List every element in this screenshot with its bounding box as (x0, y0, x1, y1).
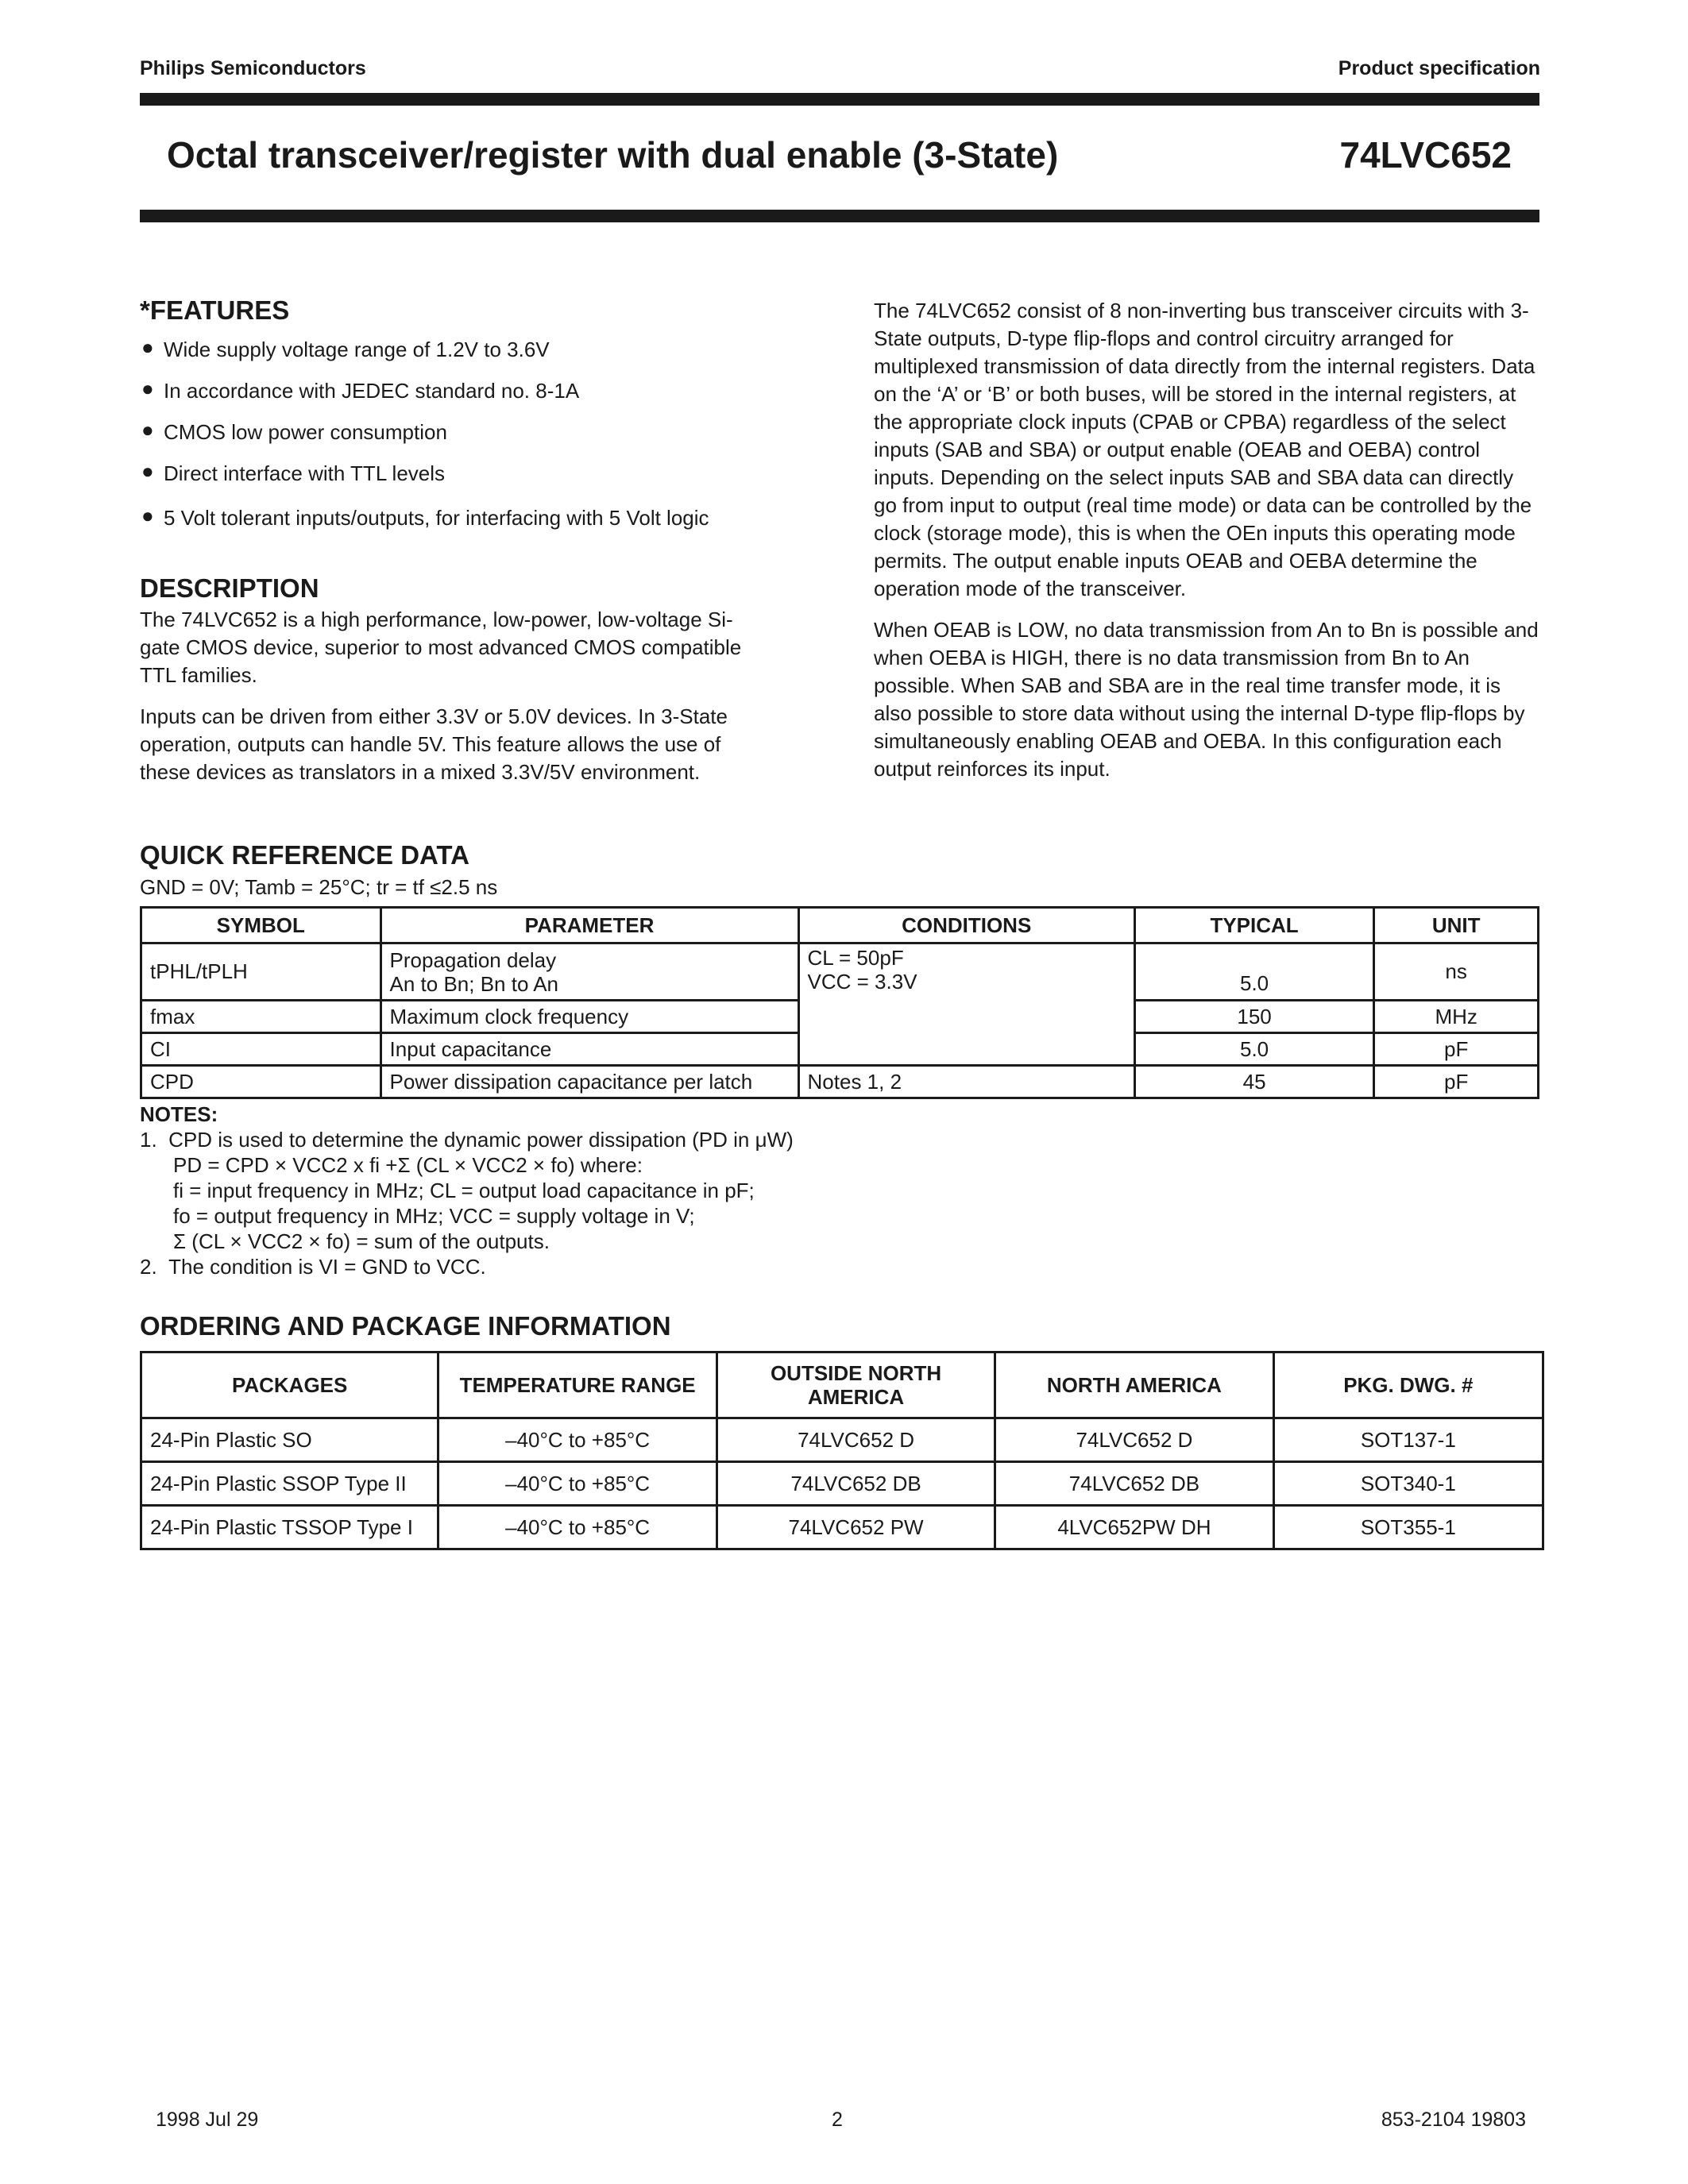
part-number: 74LVC652 (1339, 134, 1512, 176)
description-paragraph-1: The 74LVC652 is a high performance, low-power, low-voltage Si-gate CMOS device, superior to most advanced CMOS compatible TTL families. (140, 608, 742, 687)
quick-ref-heading: QUICK REFERENCE DATA (140, 840, 469, 870)
quick-ref-table (140, 906, 1539, 1099)
right-paragraph-1: The 74LVC652 consist of 8 non-inverting bus transceiver circuits with 3-State outputs, D-type flip-flops and control circuitry arranged for multiplexed transmission of data directly from the internal registers. Data on the ‘A’ or ‘B’ or both buses, will be stored in the internal registers, at the appropriate clock inputs (CPAB or CPBA) regardless of the select inputs (SAB and SBA) or output enable (OEAB and OEBA) control inputs. Depending on the select inputs SAB and SBA data can directly go from input to output (real time mode) or data can be controlled by the clock (storage mode), this is when the OEn inputs this operating mode permits. The output enable inputs OEAB and OEBA determine the operation mode of the transceiver. (874, 299, 1535, 600)
parameter-cell: Maximum clock frequency (380, 1001, 798, 1033)
notes-block (140, 1102, 794, 1279)
column-header: TYPICAL (1134, 908, 1374, 943)
unit-cell: MHz (1374, 1001, 1539, 1033)
north-america-cell: 74LVC652 DB (995, 1462, 1273, 1506)
table-header-row (141, 908, 1539, 943)
symbol-cell: fmax (141, 1001, 381, 1033)
feature-item: ● In accordance with JEDEC standard no. 8-1A (141, 376, 580, 403)
column-header: PARAMETER (380, 908, 798, 943)
typical-cell: 5.0 (1134, 943, 1374, 1001)
bullet-icon: ● (141, 418, 154, 442)
bullet-icon: ● (141, 504, 154, 527)
symbol-cell: CI (141, 1033, 381, 1066)
page-number: 2 (832, 2109, 843, 2131)
note-1-line: PD = CPD × VCC2 x fi +Σ (CL × VCC2 × fo) where: (173, 1153, 643, 1177)
typical-cell: 150 (1134, 1001, 1374, 1033)
pkg-dwg-cell: SOT137-1 (1273, 1418, 1543, 1462)
description-paragraph-2: Inputs can be driven from either 3.3V or 5.0V devices. In 3-State operation, outputs can handle 5V. This feature allows the use of these devices as translators in a mixed 3.3V/5V environment. (140, 704, 728, 784)
column-header: UNIT (1374, 908, 1539, 943)
column-header: OUTSIDE NORTH AMERICA (717, 1352, 995, 1418)
table-row (141, 1506, 1543, 1549)
column-header: PKG. DWG. # (1273, 1352, 1543, 1418)
package-cell: 24-Pin Plastic TSSOP Type I (141, 1506, 438, 1549)
note-1-line: Σ (CL × VCC2 × fo) = sum of the outputs. (173, 1229, 550, 1253)
package-cell: 24-Pin Plastic SO (141, 1418, 438, 1462)
column-header: PACKAGES (141, 1352, 438, 1418)
header-rule-bottom (140, 210, 1539, 222)
symbol-cell: CPD (141, 1066, 381, 1098)
document-type: Product specification (1338, 57, 1540, 79)
table-row (141, 943, 1539, 1001)
note-1: 1. CPD is used to determine the dynamic power dissipation (PD in μW) (140, 1128, 794, 1152)
feature-item: ● Direct interface with TTL levels (141, 459, 446, 485)
header-rule-top (140, 93, 1539, 106)
bullet-icon: ● (141, 459, 154, 483)
conditions-cell: CL = 50pF VCC = 3.3V (798, 943, 1134, 1066)
pkg-dwg-cell: SOT355-1 (1273, 1506, 1543, 1549)
column-header: SYMBOL (141, 908, 381, 943)
description-heading: DESCRIPTION (140, 573, 319, 603)
table-row (141, 1462, 1543, 1506)
table-row (141, 1418, 1543, 1462)
temperature-cell: –40°C to +85°C (438, 1418, 717, 1462)
feature-item: ● 5 Volt tolerant inputs/outputs, for interfacing with 5 Volt logic (141, 504, 709, 530)
feature-item: ● CMOS low power consumption (141, 418, 447, 444)
table-header-row (141, 1352, 1543, 1418)
parameter-cell: Power dissipation capacitance per latch (380, 1066, 798, 1098)
right-paragraph-2: When OEAB is LOW, no data transmission from An to Bn is possible and when OEBA is HIGH, there is no data transmission from Bn to An possible. When SAB and SBA are in the real time transfer mode, it is also possible to store data without using the internal D-type flip-flops by simultaneously enabling OEAB and OEBA. In this configuration each output reinforces its input. (874, 618, 1539, 781)
bullet-icon: ● (141, 335, 154, 359)
column-header: NORTH AMERICA (995, 1352, 1273, 1418)
ordering-table (140, 1351, 1544, 1550)
column-header: TEMPERATURE RANGE (438, 1352, 717, 1418)
notes-heading: NOTES: (140, 1102, 218, 1126)
ordering-heading: ORDERING AND PACKAGE INFORMATION (140, 1311, 671, 1341)
table-row (141, 1066, 1539, 1098)
parameter-cell: Propagation delay An to Bn; Bn to An (380, 943, 798, 1001)
footer-date: 1998 Jul 29 (156, 2109, 259, 2131)
note-1-line: fi = input frequency in MHz; CL = output load capacitance in pF; (173, 1179, 755, 1202)
features-list (140, 336, 855, 546)
quick-ref-conditions: GND = 0V; Tamb = 25°C; tr = tf ≤2.5 ns (140, 875, 498, 899)
north-america-cell: 74LVC652 D (995, 1418, 1273, 1462)
feature-item: ● Wide supply voltage range of 1.2V to 3.6V (141, 335, 550, 361)
bullet-icon: ● (141, 376, 154, 400)
column-header: CONDITIONS (798, 908, 1134, 943)
features-heading: *FEATURES (140, 295, 290, 325)
page-title: Octal transceiver/register with dual enable (3-State) (167, 134, 1059, 176)
parameter-cell: Input capacitance (380, 1033, 798, 1066)
typical-cell: 5.0 (1134, 1033, 1374, 1066)
temperature-cell: –40°C to +85°C (438, 1462, 717, 1506)
outside-na-cell: 74LVC652 PW (717, 1506, 995, 1549)
right-column-body (874, 297, 1541, 797)
pkg-dwg-cell: SOT340-1 (1273, 1462, 1543, 1506)
typical-cell: 45 (1134, 1066, 1374, 1098)
unit-cell: ns (1374, 943, 1539, 1001)
temperature-cell: –40°C to +85°C (438, 1506, 717, 1549)
package-cell: 24-Pin Plastic SSOP Type II (141, 1462, 438, 1506)
note-1-line: fo = output frequency in MHz; VCC = supply voltage in V; (173, 1204, 695, 1228)
north-america-cell: 4LVC652PW DH (995, 1506, 1273, 1549)
outside-na-cell: 74LVC652 D (717, 1418, 995, 1462)
unit-cell: pF (1374, 1066, 1539, 1098)
footer-doc-number: 853-2104 19803 (1381, 2109, 1526, 2131)
outside-na-cell: 74LVC652 DB (717, 1462, 995, 1506)
description-body (140, 606, 771, 800)
symbol-cell: tPHL/tPLH (141, 943, 381, 1001)
conditions-cell: Notes 1, 2 (798, 1066, 1134, 1098)
note-2: 2. The condition is VI = GND to VCC. (140, 1255, 486, 1279)
unit-cell: pF (1374, 1033, 1539, 1066)
company-name: Philips Semiconductors (140, 57, 366, 79)
